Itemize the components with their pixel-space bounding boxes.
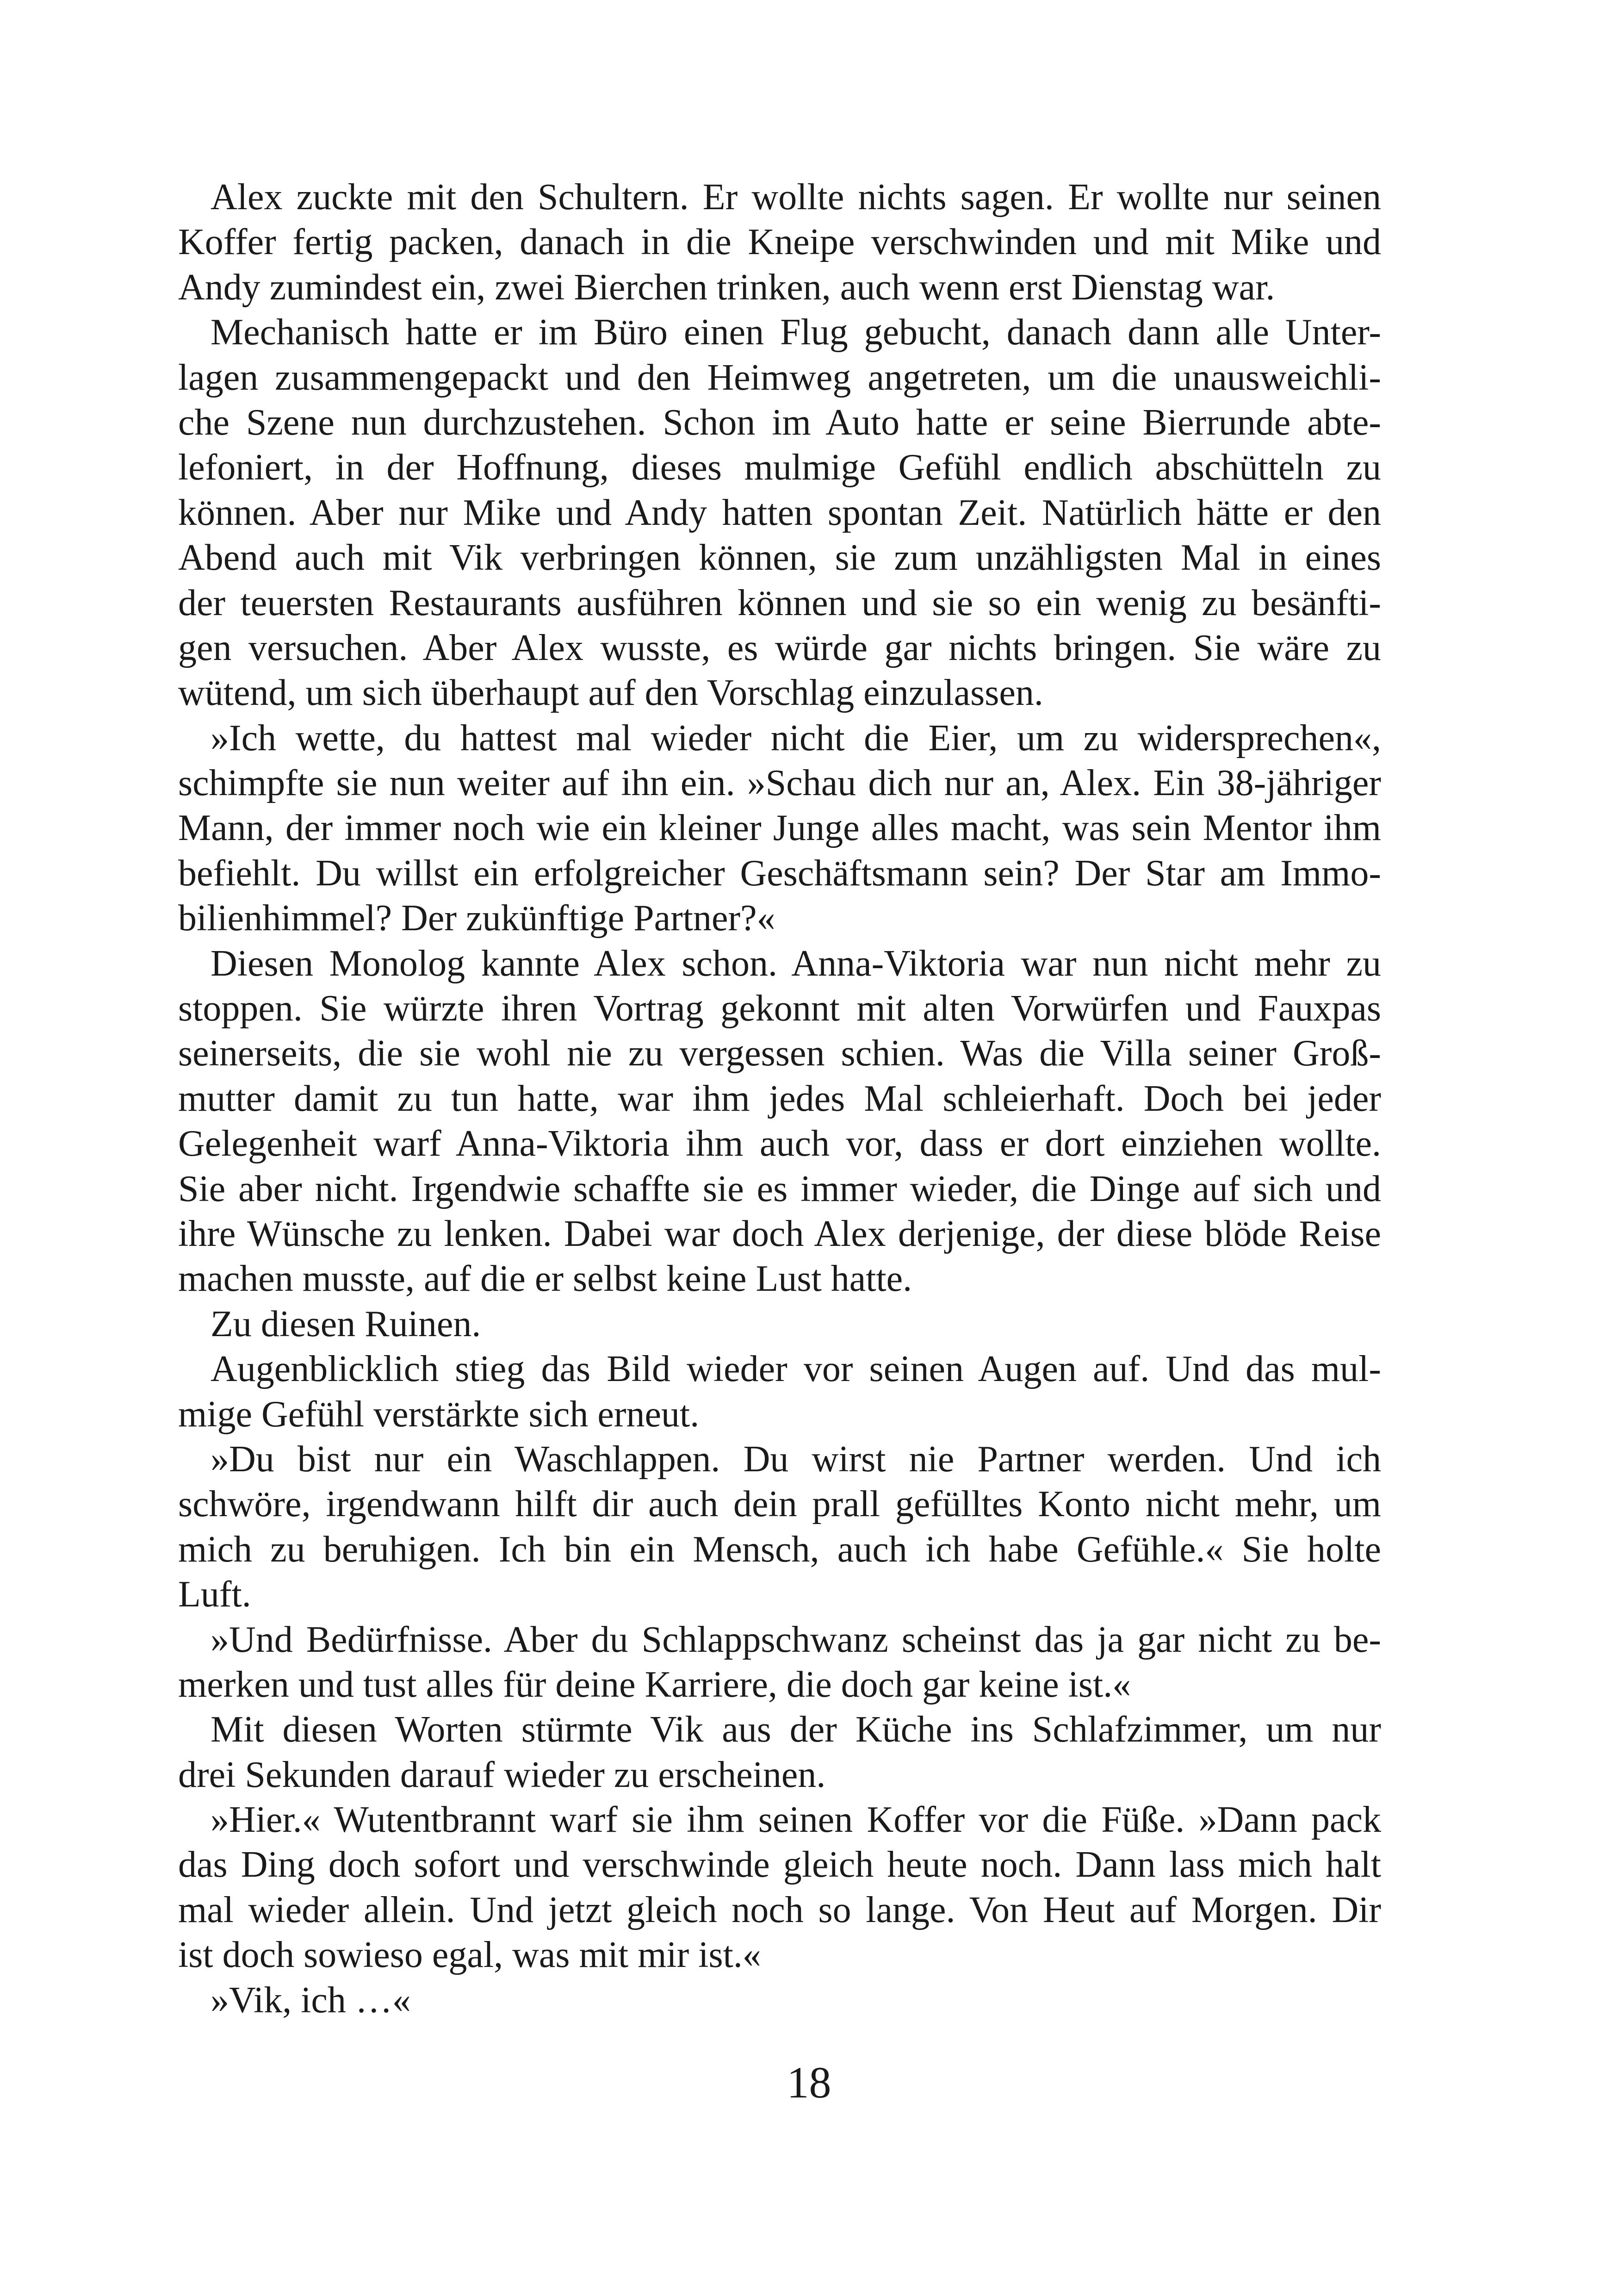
- text-line: gen versuchen. Aber Alex wusste, es würde gar nichts bringen. Sie wäre zu: [178, 627, 1381, 668]
- text-line: Luft.: [178, 1574, 251, 1615]
- text-line: schimpfte sie nun weiter auf ihn ein. »Schau dich nur an, Alex. Ein 38-jähriger: [178, 763, 1381, 804]
- text-line: Zu diesen Ruinen.: [211, 1303, 481, 1344]
- text-line: machen musste, auf die er selbst keine Lust hatte.: [178, 1258, 912, 1300]
- text-line: befiehlt. Du willst ein erfolgreicher Geschäftsmann sein? Der Star am Immo-: [178, 852, 1381, 894]
- text-line: mich zu beruhigen. Ich bin ein Mensch, auch ich habe Gefühle.« Sie holte: [178, 1529, 1381, 1570]
- text-line: lagen zusammengepackt und den Heimweg angetreten, um die unausweichli-: [178, 357, 1381, 398]
- text-line: che Szene nun durchzustehen. Schon im Auto hatte er seine Bierrunde abte-: [178, 402, 1381, 443]
- text-line: Diesen Monolog kannte Alex schon. Anna-Viktoria war nun nicht mehr zu: [211, 943, 1381, 984]
- text-line: »Ich wette, du hattest mal wieder nicht die Eier, um zu widersprechen«,: [211, 717, 1381, 759]
- text-line: Gelegenheit warf Anna-Viktoria ihm auch vor, dass er dort einziehen wollte.: [178, 1123, 1381, 1164]
- text-line: der teuersten Restaurants ausführen können und sie so ein wenig zu besänfti-: [178, 582, 1381, 623]
- text-line: »Und Bedürfnisse. Aber du Schlappschwanz scheinst das ja gar nicht zu be-: [211, 1619, 1381, 1660]
- text-line: bilienhimmel? Der zukünftige Partner?«: [178, 898, 775, 939]
- text-line: das Ding doch sofort und verschwinde gleich heute noch. Dann lass mich halt: [178, 1844, 1381, 1885]
- text-line: Augenblicklich stieg das Bild wieder vor seinen Augen auf. Und das mul-: [211, 1349, 1381, 1390]
- text-line: Koffer fertig packen, danach in die Kneipe verschwinden und mit Mike und: [178, 222, 1381, 263]
- text-line: schwöre, irgendwann hilft dir auch dein prall gefülltes Konto nicht mehr, um: [178, 1484, 1381, 1525]
- text-line: »Hier.« Wutentbrannt warf sie ihm seinen Koffer vor die Füße. »Dann pack: [211, 1799, 1381, 1841]
- text-line: Mechanisch hatte er im Büro einen Flug gebucht, danach dann alle Unter-: [211, 312, 1381, 353]
- text-line: »Vik, ich …«: [211, 1979, 411, 2021]
- body-text: [178, 175, 1381, 2023]
- text-line: stoppen. Sie würzte ihren Vortrag gekonnt mit alten Vorwürfen und Fauxpas: [178, 988, 1381, 1029]
- text-line: seinerseits, die sie wohl nie zu vergessen schien. Was die Villa seiner Groß-: [178, 1033, 1381, 1074]
- text-line: mutter damit zu tun hatte, war ihm jedes Mal schleierhaft. Doch bei jeder: [178, 1078, 1381, 1119]
- text-line: Mann, der immer noch wie ein kleiner Junge alles macht, was sein Mentor ihm: [178, 808, 1381, 849]
- text-line: Andy zumindest ein, zwei Bierchen trinken, auch wenn erst Dienstag war.: [178, 267, 1275, 308]
- text-line: ihre Wünsche zu lenken. Dabei war doch Alex derjenige, der diese blöde Reise: [178, 1213, 1381, 1254]
- text-line: drei Sekunden darauf wieder zu erscheinen.: [178, 1754, 826, 1795]
- text-line: wütend, um sich überhaupt auf den Vorschlag einzulassen.: [178, 672, 1043, 714]
- text-line: merken und tust alles für deine Karriere, die doch gar keine ist.«: [178, 1664, 1131, 1705]
- text-line: lefoniert, in der Hoffnung, dieses mulmige Gefühl endlich abschütteln zu: [178, 447, 1381, 488]
- text-line: Abend auch mit Vik verbringen können, sie zum unzähligsten Mal in eines: [178, 537, 1381, 579]
- text-line: mige Gefühl verstärkte sich erneut.: [178, 1394, 700, 1435]
- text-line: ist doch sowieso egal, was mit mir ist.«: [178, 1935, 761, 1976]
- text-line: können. Aber nur Mike und Andy hatten spontan Zeit. Natürlich hätte er den: [178, 492, 1381, 533]
- page-number: 18: [787, 2058, 831, 2107]
- text-line: »Du bist nur ein Waschlappen. Du wirst nie Partner werden. Und ich: [211, 1438, 1381, 1480]
- text-line: Alex zuckte mit den Schultern. Er wollte nichts sagen. Er wollte nur seinen: [211, 177, 1381, 218]
- text-line: Sie aber nicht. Irgendwie schaffte sie es immer wieder, die Dinge auf sich und: [178, 1168, 1381, 1209]
- text-line: Mit diesen Worten stürmte Vik aus der Küche ins Schlafzimmer, um nur: [211, 1709, 1381, 1750]
- text-line: mal wieder allein. Und jetzt gleich noch so lange. Von Heut auf Morgen. Dir: [178, 1889, 1381, 1930]
